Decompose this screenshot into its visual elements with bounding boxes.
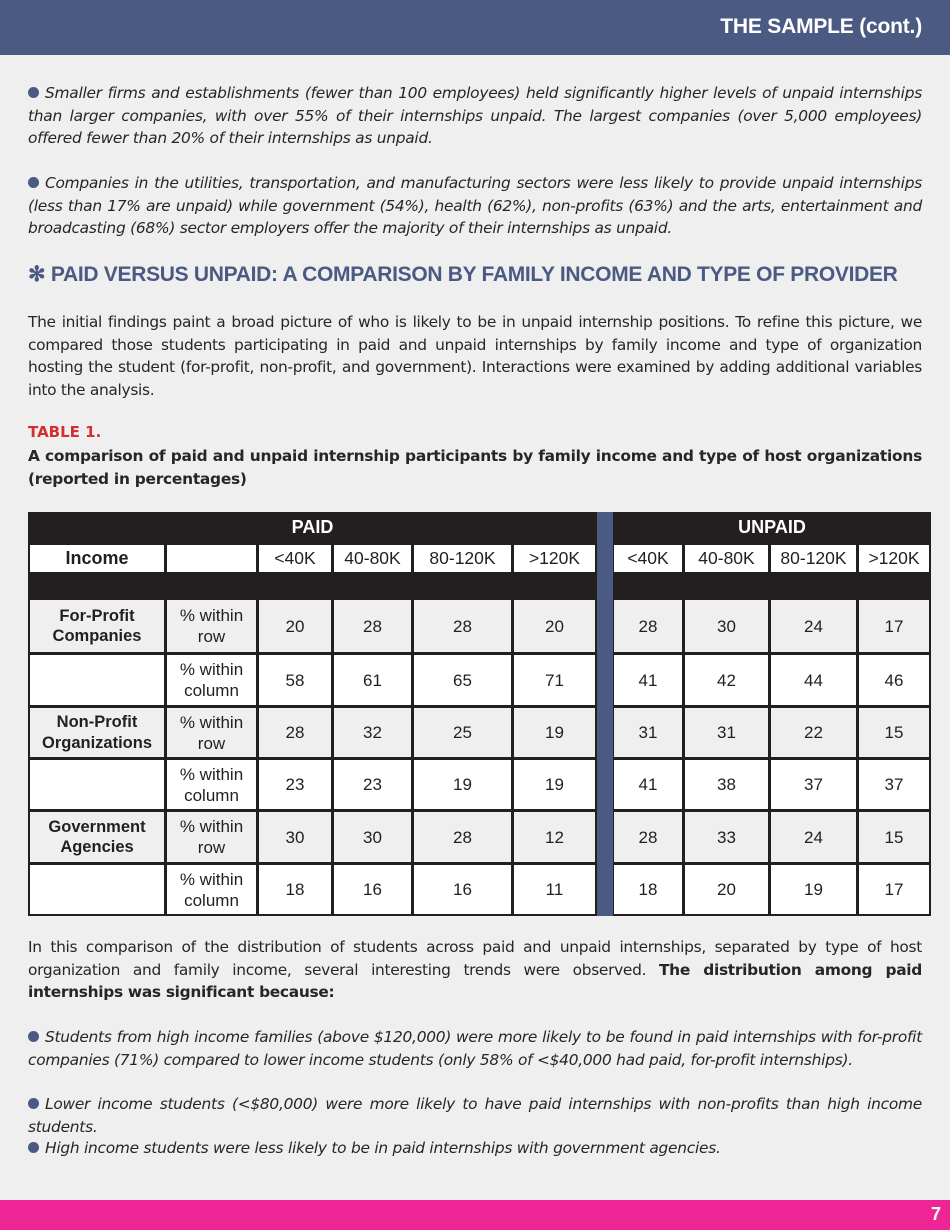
unpaid-value-cell: 31 (685, 708, 768, 757)
unpaid-value-cell: 24 (771, 812, 856, 862)
paid-value-cell: 25 (414, 708, 511, 757)
intro-paragraph: The initial findings paint a broad picture of who is likely to be in unpaid internship positions. To refine this picture, we compared those students participating in paid and unpaid internships by family income and type of organization hosting the student (for-profit, non-profit, and government). Interactions were examined by adding additional variables into the analysis. (28, 313, 922, 399)
paid-value-cell: 65 (414, 655, 511, 705)
page-number: 7 (930, 1204, 941, 1224)
paid-value-cell: 61 (334, 655, 411, 705)
row-measure-label: % within row (167, 812, 256, 862)
unpaid-value-cell: 18 (614, 865, 682, 914)
unpaid-value-cell: 17 (859, 865, 929, 914)
unpaid-value-cell: 20 (685, 865, 768, 914)
row-group-label: Non-Profit Organizations (30, 708, 164, 757)
paid-value-cell: 18 (259, 865, 331, 914)
unpaid-value-cell: 46 (859, 655, 929, 705)
unpaid-value-cell: 31 (614, 708, 682, 757)
unpaid-value-cell: 19 (771, 865, 856, 914)
unpaid-header: UNPAID (738, 517, 806, 537)
row-group-label (30, 760, 164, 809)
row-measure-label: % within column (167, 865, 256, 914)
paid-value-cell: 28 (334, 600, 411, 652)
unpaid-value-cell: 24 (771, 600, 856, 652)
bullet-paragraph: Companies in the utilities, transportation, and manufacturing sectors were less likely to provide unpaid internships (less than 17% are unpaid) while government (54%), health (62%), non-profits (63%) and the arts, entertainment and broadcasting (68%) sector employers offer the majority of their internships as unpaid. (28, 174, 922, 237)
bullet-icon (28, 87, 39, 98)
paid-income-column-header: >120K (514, 545, 595, 572)
paid-income-column-header: 80-120K (414, 545, 511, 572)
unpaid-value-cell: 37 (859, 760, 929, 809)
bullet-paragraph: Smaller firms and establishments (fewer than 100 employees) held significantly higher levels of unpaid internships than larger companies, with over 55% of their internships unpaid. The largest companies (over 5,000 employees) offered fewer than 20% of their internships as unpaid. (28, 84, 922, 147)
paid-value-cell: 23 (259, 760, 331, 809)
paid-value-cell: 30 (334, 812, 411, 862)
paid-header: PAID (291, 517, 334, 537)
paid-value-cell: 19 (414, 760, 511, 809)
bullet-icon (28, 1142, 39, 1153)
row-measure-label: % within column (167, 655, 256, 705)
unpaid-value-cell: 28 (614, 812, 682, 862)
unpaid-value-cell: 28 (614, 600, 682, 652)
bullet-paragraph: Students from high income families (above $120,000) were more likely to be found in paid internships with for-profit companies (71%) compared to lower income students (only 58% of <$40,000 had paid, for-profit internships). (28, 1028, 922, 1069)
row-group-label: For-Profit Companies (30, 600, 164, 652)
measure-header-blank (167, 545, 256, 572)
row-group-label: Government Agencies (30, 812, 164, 862)
analysis-paragraph: In this comparison of the distribution of students across paid and unpaid internships, separated by type of host organization and family income, several interesting trends were observed. The distribution among paid internships was significant because: (28, 938, 922, 1001)
unpaid-value-cell: 42 (685, 655, 768, 705)
row-measure-label: % within row (167, 708, 256, 757)
paid-value-cell: 32 (334, 708, 411, 757)
footer-bar (0, 1200, 950, 1230)
paid-income-column-header: 40-80K (334, 545, 411, 572)
paid-value-cell: 11 (514, 865, 595, 914)
table-label: TABLE 1. (28, 423, 102, 441)
unpaid-value-cell: 44 (771, 655, 856, 705)
paid-value-cell: 23 (334, 760, 411, 809)
unpaid-income-column-header: >120K (859, 545, 929, 572)
unpaid-income-column-header: 40-80K (685, 545, 768, 572)
paid-value-cell: 16 (414, 865, 511, 914)
unpaid-value-cell: 30 (685, 600, 768, 652)
paid-value-cell: 19 (514, 708, 595, 757)
paid-value-cell: 28 (414, 812, 511, 862)
paid-value-cell: 28 (414, 600, 511, 652)
paid-value-cell: 12 (514, 812, 595, 862)
table-caption: A comparison of paid and unpaid internship participants by family income and type of host organizations (reported in percentages) (28, 447, 922, 488)
bullet-icon (28, 177, 39, 188)
bullet-paragraph: High income students were less likely to be in paid internships with government agencies. (28, 1137, 922, 1160)
unpaid-income-column-header: 80-120K (771, 545, 856, 572)
paid-value-cell: 30 (259, 812, 331, 862)
paid-value-cell: 58 (259, 655, 331, 705)
unpaid-value-cell: 41 (614, 760, 682, 809)
paid-value-cell: 28 (259, 708, 331, 757)
income-header: Income (30, 545, 164, 572)
bullet-icon (28, 1098, 39, 1109)
unpaid-value-cell: 33 (685, 812, 768, 862)
unpaid-value-cell: 17 (859, 600, 929, 652)
unpaid-value-cell: 37 (771, 760, 856, 809)
bullet-icon (28, 1031, 39, 1042)
row-group-label (30, 655, 164, 705)
row-group-label (30, 865, 164, 914)
unpaid-value-cell: 22 (771, 708, 856, 757)
unpaid-value-cell: 15 (859, 812, 929, 862)
paid-value-cell: 20 (514, 600, 595, 652)
comparison-table (28, 512, 931, 916)
table-divider-band (597, 512, 613, 916)
paid-value-cell: 19 (514, 760, 595, 809)
unpaid-value-cell: 41 (614, 655, 682, 705)
paid-value-cell: 20 (259, 600, 331, 652)
row-measure-label: % within column (167, 760, 256, 809)
paid-income-column-header: <40K (259, 545, 331, 572)
header-title: THE SAMPLE (cont.) (720, 15, 922, 38)
header-bar (0, 0, 950, 55)
paid-value-cell: 16 (334, 865, 411, 914)
paid-value-cell: 71 (514, 655, 595, 705)
asterisk-icon: ✻ (28, 263, 46, 286)
unpaid-value-cell: 15 (859, 708, 929, 757)
row-measure-label: % within row (167, 600, 256, 652)
bullet-paragraph: Lower income students (<$80,000) were more likely to have paid internships with non-profits than high income students. (28, 1095, 922, 1136)
unpaid-value-cell: 38 (685, 760, 768, 809)
section-heading: ✻ PAID VERSUS UNPAID: A COMPARISON BY FAMILY INCOME AND TYPE OF PROVIDER (28, 263, 898, 286)
unpaid-income-column-header: <40K (614, 545, 682, 572)
